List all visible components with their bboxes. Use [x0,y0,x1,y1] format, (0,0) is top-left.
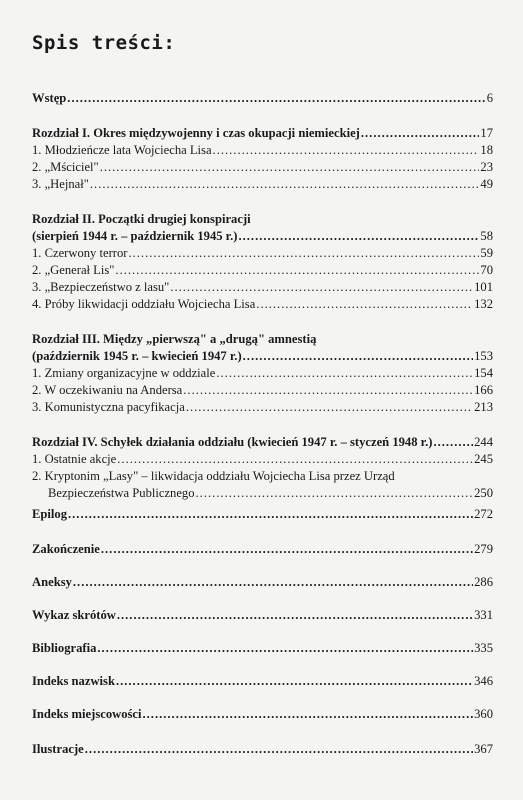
toc-entry-title: 2. „Generał Lis" [32,263,115,277]
toc-leader-dots [67,90,485,107]
toc-entry [0,331,523,348]
toc-entry [0,90,523,107]
toc-entry-title: 1. Młodzieńcze lata Wojciecha Lisa [32,143,212,157]
toc-leader-dots [85,741,473,758]
toc-entry-title: 3. „Bezpieczeństwo z lasu" [32,280,170,294]
toc-entry [0,399,523,416]
toc-leader-dots [216,365,473,382]
toc-page-number: 153 [474,349,493,363]
toc-entry [0,706,523,723]
toc-page-number: 6 [486,91,493,105]
toc-page-number: 58 [480,229,493,243]
toc-page-number: 154 [474,366,493,380]
toc-entry-title: Wykaz skrótów [32,608,116,622]
toc-entry-title: Wstęp [32,91,67,105]
toc-page-number: 286 [474,575,493,589]
toc-entry-title: 1. Czerwony terror [32,246,128,260]
toc-entry [0,574,523,591]
toc-entry-title: 2. W oczekiwaniu na Andersa [32,383,183,397]
toc-page-number: 70 [480,263,493,277]
toc-page-number: 331 [474,608,493,622]
toc-leader-dots [186,399,473,416]
toc-leader-dots [90,176,480,193]
toc-entry [0,365,523,382]
toc-entry [0,159,523,176]
toc-entry-title: Zakończenie [32,542,100,556]
toc-leader-dots [361,125,480,142]
toc-entry-title: 4. Próby likwidacji oddziału Wojciecha Lisa [32,297,256,311]
toc-leader-dots [115,262,479,279]
toc-entry [0,741,523,758]
toc-entry [0,607,523,624]
toc-entry-title: Aneksy [32,575,72,589]
toc-leader-dots [117,607,473,624]
toc-page-number: 279 [474,542,493,556]
toc-page-number: 166 [474,383,493,397]
toc-leader-dots [117,451,473,468]
toc-entry-title: 3. „Hejnał" [32,177,89,191]
toc-leader-dots [73,574,473,591]
toc-entry [0,468,523,485]
toc-page-number: 245 [474,452,493,466]
toc-entry [0,262,523,279]
toc-page-number: 250 [474,486,493,500]
toc-entry [0,451,523,468]
toc-entry [0,279,523,296]
toc-entry [0,228,523,245]
toc-entry [0,245,523,262]
toc-page-number: 132 [474,297,493,311]
toc-entry [0,348,523,365]
toc-entry-title: Rozdział IV. Schyłek działania oddziału (kwiecień 1947 r. – styczeń 1948 r.) [32,435,433,449]
toc-leader-dots [97,640,473,657]
toc-page-number: 101 [474,280,493,294]
toc-entry-title: Rozdział I. Okres międzywojenny i czas okupacji niemieckiej [32,126,360,140]
toc-page-number: 18 [480,143,493,157]
toc-entry [0,125,523,142]
page-title: Spis treści: [32,32,176,54]
toc-leader-dots [433,434,473,451]
toc-entry [0,176,523,193]
toc-entry-title: (sierpień 1944 r. – październik 1945 r.) [32,229,238,243]
toc-entry-title: Epilog [32,507,67,521]
toc-entry-title: Rozdział III. Między „pierwszą" a „drugą" amnestią [32,332,317,346]
toc-leader-dots [128,245,479,262]
toc-leader-dots [213,142,480,159]
toc-entry-title: 1. Ostatnie akcje [32,452,117,466]
toc-page-number: 213 [474,400,493,414]
toc-entry-title: Indeks nazwisk [32,674,115,688]
toc-entry-title: Ilustracje [32,742,84,756]
toc-page-number: 346 [474,674,493,688]
toc-entry-title: Bezpieczeństwa Publicznego [48,486,195,500]
toc-page-number: 59 [480,246,493,260]
toc-leader-dots [183,382,473,399]
toc-entry [0,434,523,451]
toc-entry-title: (październik 1945 r. – kwiecień 1947 r.) [32,349,242,363]
toc-page-number: 272 [474,507,493,521]
toc-entry-title: Rozdział II. Początki drugiej konspiracji [32,212,251,226]
toc-leader-dots [116,673,473,690]
toc-page-number: 49 [480,177,493,191]
toc-entry-title: 1. Zmiany organizacyjne w oddziale [32,366,216,380]
toc-entry [0,673,523,690]
toc-leader-dots [256,296,473,313]
toc-entry [0,211,523,228]
toc-entry [0,485,523,502]
toc-entry [0,142,523,159]
toc-entry-title: 2. Kryptonim „Lasy" – likwidacja oddziału Wojciecha Lisa przez Urząd [32,469,395,483]
toc-leader-dots [100,159,480,176]
toc-entry-title: 3. Komunistyczna pacyfikacja [32,400,185,414]
toc-page-number: 17 [480,126,493,140]
toc-entry [0,506,523,523]
toc-leader-dots [196,485,474,502]
toc-leader-dots [68,506,473,523]
toc-page-number: 23 [480,160,493,174]
toc-page-number: 244 [474,435,493,449]
toc-entry [0,382,523,399]
toc-leader-dots [101,541,473,558]
toc-leader-dots [243,348,473,365]
toc-leader-dots [238,228,479,245]
toc-entry-title: 2. „Mściciel" [32,160,99,174]
toc-entry [0,640,523,657]
toc-entry [0,541,523,558]
toc-entry [0,296,523,313]
toc-entry-title: Bibliografia [32,641,97,655]
toc-page-number: 367 [474,742,493,756]
toc-entry-title: Indeks miejscowości [32,707,142,721]
toc-page-number: 360 [474,707,493,721]
toc-page-number: 335 [474,641,493,655]
toc-leader-dots [143,706,474,723]
toc-leader-dots [170,279,473,296]
